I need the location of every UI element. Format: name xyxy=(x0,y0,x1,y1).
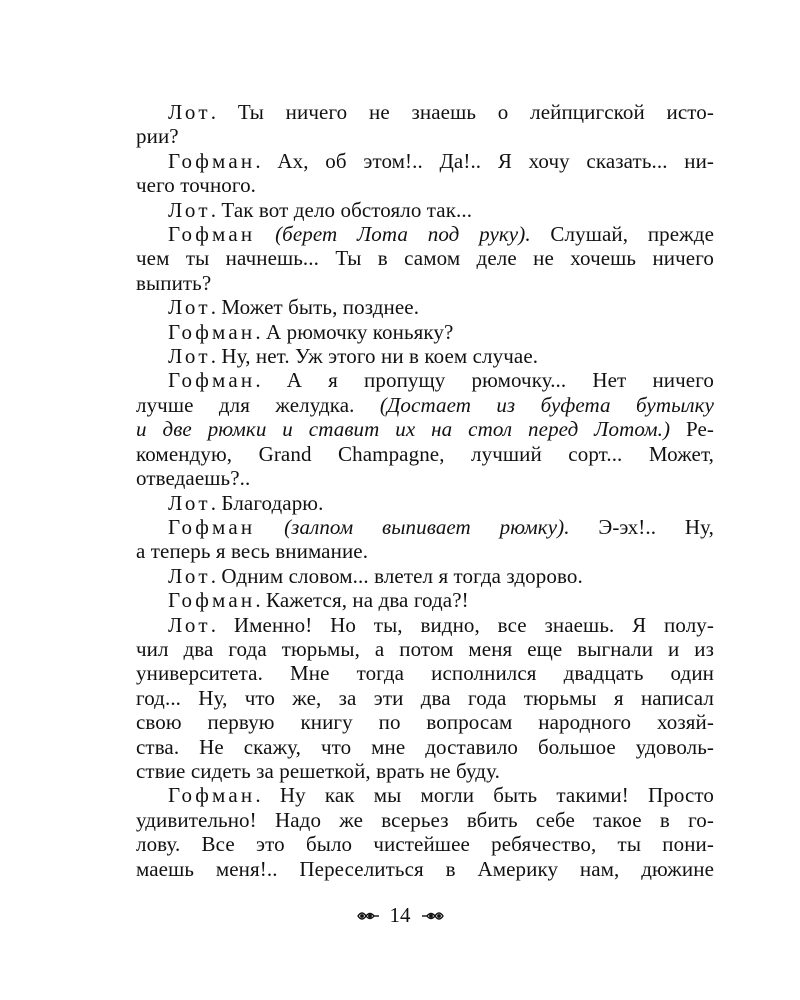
text-line xyxy=(136,222,714,246)
dialogue-paragraph xyxy=(136,368,714,490)
line-text: . Может быть, позднее. xyxy=(210,295,420,320)
text-line xyxy=(136,613,714,637)
speaker-name: Гофман xyxy=(168,588,256,613)
dialogue-paragraph xyxy=(136,198,714,222)
text-line xyxy=(136,393,714,417)
speaker-name: Гофман xyxy=(168,222,256,247)
speaker-name: Лот xyxy=(168,197,211,222)
line-text: . Ах, об этом!.. Да!.. Я хочу сказать... ни- xyxy=(255,148,714,173)
dialogue-paragraph xyxy=(136,320,714,344)
line-text: рии? xyxy=(136,124,179,149)
line-text: Ре- xyxy=(670,417,714,442)
speaker-name: Лот xyxy=(168,563,211,588)
stage-direction: (Достает из буфета бутылку xyxy=(379,392,715,417)
line-text: . Ну как мы могли быть такими! Просто xyxy=(255,783,714,808)
line-text: . Одним словом... влетел я тогда здорово. xyxy=(210,563,583,588)
text-line xyxy=(136,198,714,222)
text-line xyxy=(136,637,714,661)
line-text: отведаешь?.. xyxy=(136,466,251,491)
text-line xyxy=(136,124,714,148)
dialogue-paragraph xyxy=(136,564,714,588)
line-text: Слушай, прежде xyxy=(530,222,714,247)
dialogue-paragraph xyxy=(136,613,714,784)
ornament-right-icon xyxy=(421,905,445,930)
text-line xyxy=(136,808,714,832)
text-line xyxy=(136,710,714,734)
text-line xyxy=(136,368,714,392)
page-footer xyxy=(0,903,800,930)
dialogue-paragraph xyxy=(136,515,714,564)
speaker-name: Лот xyxy=(168,344,211,369)
line-text: . А я пропущу рюмочку... Нет ничего xyxy=(255,368,714,393)
text-line xyxy=(136,857,714,881)
text-line xyxy=(136,661,714,685)
speaker-name: Гофман xyxy=(168,514,256,539)
dialogue-paragraph xyxy=(136,222,714,295)
line-text xyxy=(255,222,275,246)
dialogue-paragraph xyxy=(136,491,714,515)
line-text: университета. Мне тогда исполнился двадцать один xyxy=(136,661,714,686)
dialogue-paragraph xyxy=(136,295,714,319)
text-line xyxy=(136,783,714,807)
line-text: год... Ну, что же, за эти два года тюрьмы я написал xyxy=(136,685,714,710)
dialogue-paragraph xyxy=(136,149,714,198)
text-line xyxy=(136,149,714,173)
line-text: ствие сидеть за решеткой, врать не буду. xyxy=(136,758,500,783)
play-text xyxy=(136,100,714,881)
stage-direction: и две рюмки и ставит их на стол перед Лотом.) xyxy=(136,417,671,442)
line-text: свою первую книгу по вопросам народного хозяй- xyxy=(136,710,714,735)
speaker-name: Гофман xyxy=(168,319,256,344)
line-text: лучше для желудка. xyxy=(136,392,380,417)
line-text: чем ты начнешь... Ты в самом деле не хочешь ничего xyxy=(136,246,714,271)
text-line xyxy=(136,100,714,124)
stage-direction: (залпом выпивает рюмку). xyxy=(284,514,570,539)
text-line xyxy=(136,491,714,515)
ornament-left-icon xyxy=(356,905,380,930)
line-text: маешь меня!.. Переселиться в Америку нам, дюжине xyxy=(136,856,714,881)
text-line xyxy=(136,320,714,344)
line-text xyxy=(255,515,284,539)
text-line xyxy=(136,588,714,612)
line-text: лову. Все это было чистейшее ребячество, ты пони- xyxy=(136,832,714,857)
text-line xyxy=(136,735,714,759)
line-text: . А рюмочку коньяку? xyxy=(255,319,454,344)
text-line xyxy=(136,417,714,441)
text-line xyxy=(136,246,714,270)
text-line xyxy=(136,173,714,197)
line-text: . Благодарю. xyxy=(210,490,324,515)
text-line xyxy=(136,686,714,710)
dialogue-paragraph xyxy=(136,783,714,881)
line-text: . Кажется, на два года?! xyxy=(255,588,469,613)
speaker-name: Гофман xyxy=(168,148,256,173)
line-text: чего точного. xyxy=(136,173,257,198)
text-line xyxy=(136,442,714,466)
speaker-name: Лот xyxy=(168,490,211,515)
text-line xyxy=(136,759,714,783)
line-text: . Ну, нет. Уж этого ни в коем случае. xyxy=(210,344,539,369)
speaker-name: Лот xyxy=(168,100,211,124)
line-text: чил два года тюрьмы, а потом меня еще выгнали и из xyxy=(136,636,714,661)
line-text: удивительно! Надо же всерьез вбить себе такое в го- xyxy=(136,807,714,832)
line-text: ства. Не скажу, что мне доставило большое удоволь- xyxy=(136,734,714,759)
speaker-name: Гофман xyxy=(168,368,256,393)
text-line xyxy=(136,564,714,588)
page-number: 14 xyxy=(389,903,411,927)
text-line xyxy=(136,271,714,295)
speaker-name: Лот xyxy=(168,295,211,320)
speaker-name: Лот xyxy=(168,612,211,637)
line-text: . Ты ничего не знаешь о лейпцигской исто- xyxy=(210,100,714,124)
line-text: а теперь я весь внимание. xyxy=(136,539,369,564)
text-line xyxy=(136,466,714,490)
dialogue-paragraph xyxy=(136,344,714,368)
text-line xyxy=(136,539,714,563)
line-text: . Именно! Но ты, видно, все знаешь. Я полу- xyxy=(210,612,714,637)
text-line xyxy=(136,515,714,539)
stage-direction: (берет Лота под руку). xyxy=(275,222,531,247)
line-text: . Так вот дело обстояло так... xyxy=(210,197,473,222)
line-text: Э-эх!.. Ну, xyxy=(569,514,714,539)
text-line xyxy=(136,295,714,319)
dialogue-paragraph xyxy=(136,100,714,149)
dialogue-paragraph xyxy=(136,588,714,612)
line-text: выпить? xyxy=(136,270,212,295)
speaker-name: Гофман xyxy=(168,783,256,808)
text-line xyxy=(136,344,714,368)
line-text: комендую, Grand Champagne, лучший сорт... Может, xyxy=(136,441,714,466)
text-line xyxy=(136,832,714,856)
